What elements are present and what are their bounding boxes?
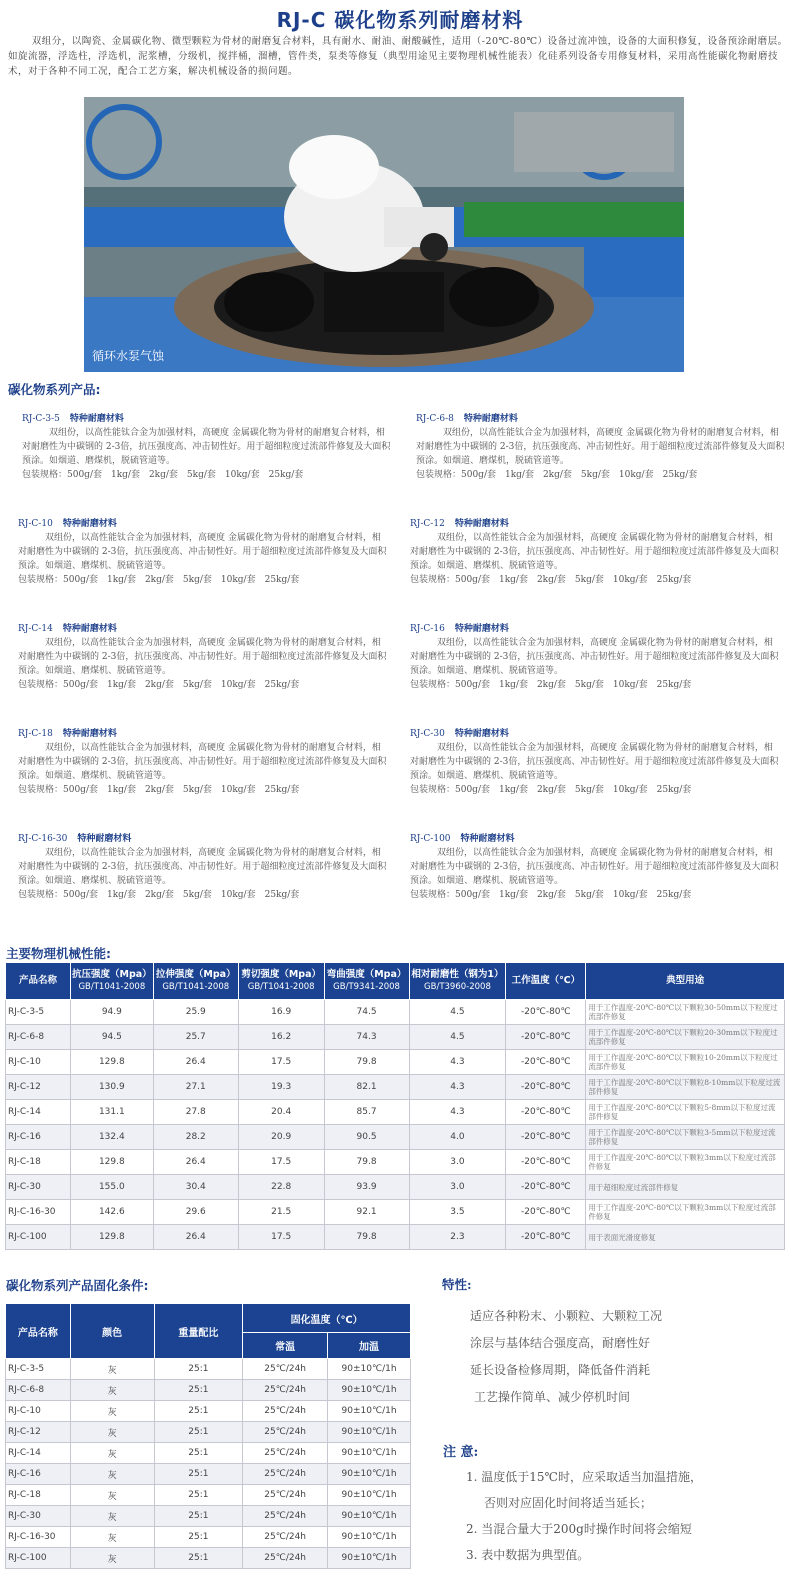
note-item: 否则对应固化时间将适当延长； [484, 1496, 653, 1510]
table-row [6, 1175, 785, 1200]
table-header: 工作温度（℃） [506, 963, 586, 1000]
table-header: 剪切强度（Mpa） GB/T1041-2008 [238, 963, 324, 1000]
table-cell: 17.5 [238, 1150, 324, 1175]
table-cell: 26.4 [153, 1050, 238, 1075]
table-cell: 25:1 [154, 1401, 243, 1422]
table-cell: RJ-C-14 [6, 1100, 71, 1125]
table-cell: 74.3 [324, 1025, 409, 1050]
table-cell: 90±10℃/1h [328, 1464, 411, 1485]
product-desc: 双组份，以高性能钛合金为加强材料，高硬度 金属碳化物为骨材的耐磨复合材料，相对耐磨性为中碳钢的 2-3倍，抗压强度高、冲击韧性好。用于超细粒度过流部件修复及大面积预涂。如烟道、磨煤机、脱硫管道等。 [410, 533, 779, 571]
table-header: 产品名称 [6, 963, 71, 1000]
table-row [6, 1000, 785, 1025]
table-cell: 灰 [70, 1548, 154, 1569]
table-cell: 90±10℃/1h [328, 1527, 411, 1548]
table-cell: RJ-C-100 [6, 1548, 71, 1569]
table-cell: 90±10℃/1h [328, 1443, 411, 1464]
table-row [6, 1506, 411, 1527]
product-card [18, 622, 388, 692]
table-cell: 27.8 [153, 1100, 238, 1125]
product-desc: 双组份，以高性能钛合金为加强材料，高硬度 金属碳化物为骨材的耐磨复合材料，相对耐磨性为中碳钢的 2-3倍，抗压强度高、冲击韧性好。用于超细粒度过流部件修复及大面积预涂。如烟道、磨煤机、脱硫管道等。 [18, 743, 387, 781]
table-cell: 4.5 [409, 1000, 506, 1025]
table-cell: 25℃/24h [243, 1527, 328, 1548]
product-pack: 包装规格：500g/套 1kg/套 2kg/套 5kg/套 10kg/套 25kg/套 [410, 890, 692, 900]
table-cell: 25℃/24h [243, 1422, 328, 1443]
product-card [18, 727, 388, 797]
note-item: 1. 温度低于15℃时，应采取适当加温措施， [466, 1470, 702, 1484]
table-cell: 4.5 [409, 1025, 506, 1050]
table-cell: 142.6 [70, 1200, 153, 1225]
table-cell: 用于工作温度-20℃-80℃以下颗粒8-10mm以下粒度过流部件修复 [586, 1075, 785, 1100]
table-cell: 129.8 [70, 1150, 153, 1175]
product-code: RJ-C-10 [18, 519, 53, 529]
table-cell: 131.1 [70, 1100, 153, 1125]
product-code: RJ-C-30 [410, 729, 445, 739]
table-cell: 25:1 [154, 1548, 243, 1569]
table-row [6, 1025, 785, 1050]
table-cell: 25:1 [154, 1485, 243, 1506]
table-cell: 25:1 [154, 1506, 243, 1527]
table-cell: 79.8 [324, 1225, 409, 1250]
product-name: 特种耐磨材料 [77, 834, 132, 844]
table-cell: 79.8 [324, 1050, 409, 1075]
table-header: 颜色 [70, 1304, 154, 1359]
table-cell: 25:1 [154, 1527, 243, 1548]
table-cell: 130.9 [70, 1075, 153, 1100]
table-cell: 16.9 [238, 1000, 324, 1025]
table-cell: 90±10℃/1h [328, 1506, 411, 1527]
product-name: 特种耐磨材料 [454, 519, 509, 529]
note-item: 2. 当混合量大于200g时操作时间将会缩短 [466, 1522, 692, 1536]
table-cell: 2.3 [409, 1225, 506, 1250]
table-cell: -20℃-80℃ [506, 1075, 586, 1100]
table-cell: 灰 [70, 1464, 154, 1485]
product-name: 特种耐磨材料 [62, 624, 117, 634]
table-cell: 25℃/24h [243, 1359, 328, 1380]
product-code: RJ-C-3-5 [22, 414, 60, 424]
table-cell: RJ-C-3-5 [6, 1359, 71, 1380]
table-cell: 25℃/24h [243, 1401, 328, 1422]
table-cell: RJ-C-30 [6, 1506, 71, 1527]
table-cell: 28.2 [153, 1125, 238, 1150]
cure-heading: 碳化物系列产品固化条件: [6, 1278, 149, 1293]
product-code: RJ-C-100 [410, 834, 451, 844]
product-name: 特种耐磨材料 [62, 519, 117, 529]
product-code: RJ-C-6-8 [416, 414, 454, 424]
mech-heading: 主要物理机械性能: [6, 946, 111, 961]
table-cell: 17.5 [238, 1050, 324, 1075]
table-cell: 25.9 [153, 1000, 238, 1025]
table-cell: 29.6 [153, 1200, 238, 1225]
product-code: RJ-C-16-30 [18, 834, 68, 844]
table-cell: RJ-C-30 [6, 1175, 71, 1200]
table-cell: 灰 [70, 1401, 154, 1422]
table-row [6, 1050, 785, 1075]
table-row [6, 1200, 785, 1225]
table-header: 固化温度（℃） [243, 1304, 411, 1333]
table-cell: 26.4 [153, 1150, 238, 1175]
table-header-row [6, 1304, 411, 1333]
table-cell: 17.5 [238, 1225, 324, 1250]
table-cell: 90±10℃/1h [328, 1485, 411, 1506]
product-pack: 包装规格：500g/套 1kg/套 2kg/套 5kg/套 10kg/套 25kg/套 [22, 470, 304, 480]
table-row [6, 1100, 785, 1125]
table-cell: 25:1 [154, 1443, 243, 1464]
table-cell: 26.4 [153, 1225, 238, 1250]
table-header: 典型用途 [586, 963, 785, 1000]
table-cell: 30.4 [153, 1175, 238, 1200]
feature-item: 适应各种粉末、小颗粒、大颗粒工况 [470, 1309, 663, 1323]
product-card [18, 517, 388, 587]
product-card [410, 622, 780, 692]
table-row [6, 1485, 411, 1506]
table-row [6, 1443, 411, 1464]
product-pack: 包装规格：500g/套 1kg/套 2kg/套 5kg/套 10kg/套 25kg/套 [18, 680, 300, 690]
product-code: RJ-C-16 [410, 624, 445, 634]
table-cell: RJ-C-100 [6, 1225, 71, 1250]
table-cell: 90±10℃/1h [328, 1548, 411, 1569]
table-cell: RJ-C-18 [6, 1150, 71, 1175]
table-cell: -20℃-80℃ [506, 1125, 586, 1150]
product-pack: 包装规格：500g/套 1kg/套 2kg/套 5kg/套 10kg/套 25kg/套 [18, 785, 300, 795]
table-cell: 25℃/24h [243, 1506, 328, 1527]
table-cell: 90.5 [324, 1125, 409, 1150]
table-cell: 25:1 [154, 1422, 243, 1443]
table-cell: 25:1 [154, 1464, 243, 1485]
table-cell: RJ-C-18 [6, 1485, 71, 1506]
product-code: RJ-C-18 [18, 729, 53, 739]
product-desc: 双组份，以高性能钛合金为加强材料，高硬度 金属碳化物为骨材的耐磨复合材料，相对耐磨性为中碳钢的 2-3倍，抗压强度高、冲击韧性好。用于超细粒度过流部件修复及大面积预涂。如烟道、磨煤机、脱硫管道等。 [410, 743, 779, 781]
product-name: 特种耐磨材料 [69, 414, 124, 424]
table-cell: 155.0 [70, 1175, 153, 1200]
product-pack: 包装规格：500g/套 1kg/套 2kg/套 5kg/套 10kg/套 25kg/套 [410, 575, 692, 585]
table-cell: 用于工作温度-20℃-80℃以下颗粒5-8mm以下粒度过流部件修复 [586, 1100, 785, 1125]
table-cell: -20℃-80℃ [506, 1175, 586, 1200]
product-pack: 包装规格：500g/套 1kg/套 2kg/套 5kg/套 10kg/套 25kg/套 [18, 890, 300, 900]
table-cell: RJ-C-6-8 [6, 1380, 71, 1401]
table-cell: RJ-C-16 [6, 1464, 71, 1485]
product-pack: 包装规格：500g/套 1kg/套 2kg/套 5kg/套 10kg/套 25kg/套 [18, 575, 300, 585]
table-cell: 129.8 [70, 1225, 153, 1250]
table-cell: 4.0 [409, 1125, 506, 1150]
table-cell: 用于超细粒度过流部件修复 [586, 1175, 785, 1200]
product-desc: 双组份，以高性能钛合金为加强材料，高硬度 金属碳化物为骨材的耐磨复合材料，相对耐磨性为中碳钢的 2-3倍，抗压强度高、冲击韧性好。用于超细粒度过流部件修复及大面积预涂。如烟道、磨煤机、脱硫管道等。 [410, 848, 779, 886]
table-cell: 16.2 [238, 1025, 324, 1050]
product-name: 特种耐磨材料 [463, 414, 518, 424]
product-desc: 双组份，以高性能钛合金为加强材料，高硬度 金属碳化物为骨材的耐磨复合材料，相对耐磨性为中碳钢的 2-3倍，抗压强度高、冲击韧性好。用于超细粒度过流部件修复及大面积预涂。如烟道、磨煤机，脱硫管道等。 [22, 428, 391, 466]
product-name: 特种耐磨材料 [62, 729, 117, 739]
table-header-row [6, 963, 785, 1000]
product-name: 特种耐磨材料 [454, 624, 509, 634]
table-cell: RJ-C-10 [6, 1050, 71, 1075]
feature-item: 涂层与基体结合强度高，耐磨性好 [470, 1336, 651, 1350]
product-pack: 包装规格：500g/套 1kg/套 2kg/套 5kg/套 10kg/套 25kg/套 [410, 785, 692, 795]
table-cell: 25℃/24h [243, 1485, 328, 1506]
table-cell: 25℃/24h [243, 1443, 328, 1464]
table-cell: 4.3 [409, 1050, 506, 1075]
table-header: 弯曲强度（Mpa） GB/T9341-2008 [324, 963, 409, 1000]
table-cell: 用于工作温度-20℃-80℃以下颗粒20-30mm以下粒度过流部件修复 [586, 1025, 785, 1050]
table-row [6, 1527, 411, 1548]
product-desc: 双组份，以高性能钛合金为加强材料，高硬度 金属碳化物为骨材的耐磨复合材料，相对耐磨性为中碳钢的 2-3倍，抗压强度高、冲击韧性好。用于超细粒度过流部件修复及大面积预涂。如烟道、磨煤机、脱硫管道等。 [18, 638, 387, 676]
product-desc: 双组份，以高性能钛合金为加强材料，高硬度 金属碳化物为骨材的耐磨复合材料，相对耐磨性为中碳钢的 2-3倍，抗压强度高、冲击韧性好。用于超细粒度过流部件修复及大面积预涂。如烟道、磨煤机、脱硫管道等。 [18, 533, 387, 571]
table-row [6, 1225, 785, 1250]
repair-photo [84, 97, 684, 372]
table-cell: 用于工作温度-20℃-80℃以下颗粒30-50mm以下粒度过流部件修复 [586, 1000, 785, 1025]
table-cell: 132.4 [70, 1125, 153, 1150]
table-row [6, 1401, 411, 1422]
table-cell: 用于工作温度-20℃-80℃以下颗粒10-20mm以下粒度过流部件修复 [586, 1050, 785, 1075]
product-desc: 双组份，以高性能钛合金为加强材料，高硬度 金属碳化物为骨材的耐磨复合材料，相对耐磨性为中碳钢的 2-3倍，抗压强度高、冲击韧性好。用于超细粒度过流部件修复及大面积预涂。如烟道、磨煤机，脱硫管道等。 [416, 428, 785, 466]
feature-item: 工艺操作简单、减少停机时间 [474, 1390, 631, 1404]
table-cell: 灰 [70, 1359, 154, 1380]
products-heading: 碳化物系列产品: [8, 382, 101, 397]
table-cell: 20.9 [238, 1125, 324, 1150]
table-cell: 3.0 [409, 1175, 506, 1200]
table-cell: 90±10℃/1h [328, 1380, 411, 1401]
table-cell: 25℃/24h [243, 1548, 328, 1569]
table-cell: 25.7 [153, 1025, 238, 1050]
product-name: 特种耐磨材料 [454, 729, 509, 739]
notes-heading: 注 意: [443, 1445, 479, 1460]
table-cell: 93.9 [324, 1175, 409, 1200]
table-cell: -20℃-80℃ [506, 1050, 586, 1075]
table-cell: 灰 [70, 1485, 154, 1506]
table-header: 拉伸强度（Mpa） GB/T1041-2008 [153, 963, 238, 1000]
table-cell: 25℃/24h [243, 1380, 328, 1401]
table-cell: 25:1 [154, 1359, 243, 1380]
table-cell: 用于工作温度-20℃-80℃以下颗粒3-5mm以下粒度过流部件修复 [586, 1125, 785, 1150]
mech-properties-table [5, 962, 785, 1250]
table-header: 产品名称 [6, 1304, 71, 1359]
table-cell: 21.5 [238, 1200, 324, 1225]
table-cell: 3.5 [409, 1200, 506, 1225]
product-card [416, 412, 786, 482]
table-cell: 90±10℃/1h [328, 1422, 411, 1443]
table-cell: 90±10℃/1h [328, 1401, 411, 1422]
table-cell: -20℃-80℃ [506, 1150, 586, 1175]
table-cell: 25:1 [154, 1380, 243, 1401]
table-cell: 85.7 [324, 1100, 409, 1125]
table-cell: 4.3 [409, 1100, 506, 1125]
table-cell: RJ-C-12 [6, 1422, 71, 1443]
product-desc: 双组份，以高性能钛合金为加强材料，高硬度 金属碳化物为骨材的耐磨复合材料，相对耐磨性为中碳钢的 2-3倍，抗压强度高、冲击韧性好。用于超细粒度过流部件修复及大面积预涂。如烟道、磨煤机、脱硫管道等。 [410, 638, 779, 676]
table-cell: 27.1 [153, 1075, 238, 1100]
table-cell: -20℃-80℃ [506, 1100, 586, 1125]
table-header: 重量配比 [154, 1304, 243, 1359]
product-pack: 包装规格：500g/套 1kg/套 2kg/套 5kg/套 10kg/套 25kg/套 [410, 680, 692, 690]
table-cell: 用于工作温度-20℃-80℃以下颗粒3mm以下粒度过流部件修复 [586, 1150, 785, 1175]
features-heading: 特性: [442, 1277, 472, 1292]
intro-paragraph: 双组分，以陶瓷、金属碳化物、微型颗粒为骨材的耐磨复合材料，具有耐水、耐油、耐酸碱性，适用（-20℃-80℃）设备过流冲蚀，设备的大面积修复，设备预涂耐磨层。如旋流器，浮选柱，浮选机，泥浆槽，分级机，搅拌桶，溜槽，管件类，泵类等修复（典型用途见主要物理机械性能表）化硅系列设备专用修复材料，采用高性能碳化物耐磨技术，对于各种不同工况，配合工艺方案，解决机械设备的损问题。 [8, 36, 788, 77]
product-card [22, 412, 392, 482]
table-row [6, 1548, 411, 1569]
table-cell: 94.9 [70, 1000, 153, 1025]
table-cell: RJ-C-14 [6, 1443, 71, 1464]
table-cell: RJ-C-3-5 [6, 1000, 71, 1025]
table-cell: -20℃-80℃ [506, 1200, 586, 1225]
table-cell: 92.1 [324, 1200, 409, 1225]
table-row [6, 1125, 785, 1150]
table-row [6, 1075, 785, 1100]
table-cell: 20.4 [238, 1100, 324, 1125]
product-code: RJ-C-14 [18, 624, 53, 634]
product-name: 特种耐磨材料 [460, 834, 515, 844]
table-header: 抗压强度（Mpa） GB/T1041-2008 [70, 963, 153, 1000]
product-card [410, 517, 780, 587]
table-cell: RJ-C-16-30 [6, 1200, 71, 1225]
table-cell: 25℃/24h [243, 1464, 328, 1485]
table-row [6, 1422, 411, 1443]
table-cell: RJ-C-16 [6, 1125, 71, 1150]
table-row [6, 1359, 411, 1380]
table-cell: 19.3 [238, 1075, 324, 1100]
table-cell: 129.8 [70, 1050, 153, 1075]
table-cell: 灰 [70, 1443, 154, 1464]
table-cell: 灰 [70, 1422, 154, 1443]
table-row [6, 1464, 411, 1485]
table-row [6, 1380, 411, 1401]
photo-caption: 循环水泵气蚀 [92, 349, 165, 363]
table-cell: -20℃-80℃ [506, 1025, 586, 1050]
table-header: 常温 [243, 1333, 328, 1359]
table-cell: 74.5 [324, 1000, 409, 1025]
table-cell: 灰 [70, 1380, 154, 1401]
table-cell: -20℃-80℃ [506, 1225, 586, 1250]
feature-item: 延长设备检修周期，降低备件消耗 [470, 1363, 651, 1377]
table-cell: RJ-C-10 [6, 1401, 71, 1422]
table-cell: 用于工作温度-20℃-80℃以下颗粒3mm以下粒度过流部件修复 [586, 1200, 785, 1225]
table-cell: 灰 [70, 1527, 154, 1548]
table-cell: 94.5 [70, 1025, 153, 1050]
table-cell: RJ-C-16-30 [6, 1527, 71, 1548]
table-cell: 22.8 [238, 1175, 324, 1200]
product-desc: 双组份，以高性能钛合金为加强材料，高硬度 金属碳化物为骨材的耐磨复合材料，相对耐磨性为中碳钢的 2-3倍，抗压强度高、冲击韧性好。用于超细粒度过流部件修复及大面积预涂。如烟道、磨煤机、脱硫管道等。 [18, 848, 387, 886]
table-header: 加温 [328, 1333, 411, 1359]
table-cell: -20℃-80℃ [506, 1000, 586, 1025]
table-cell: RJ-C-6-8 [6, 1025, 71, 1050]
table-row [6, 1150, 785, 1175]
table-header: 相对耐磨性（钢为1） GB/T3960-2008 [409, 963, 506, 1000]
table-cell: 灰 [70, 1506, 154, 1527]
pump-repair-illustration [84, 97, 684, 372]
table-cell: 4.3 [409, 1075, 506, 1100]
table-cell: 用于表面光滑度修复 [586, 1225, 785, 1250]
table-cell: RJ-C-12 [6, 1075, 71, 1100]
table-cell: 82.1 [324, 1075, 409, 1100]
product-pack: 包装规格：500g/套 1kg/套 2kg/套 5kg/套 10kg/套 25kg/套 [416, 470, 698, 480]
product-card [410, 832, 780, 902]
product-code: RJ-C-12 [410, 519, 445, 529]
product-card [410, 727, 780, 797]
page-title: RJ-C 碳化物系列耐磨材料 [276, 8, 524, 32]
product-card [18, 832, 388, 902]
table-cell: 3.0 [409, 1150, 506, 1175]
table-cell: 90±10℃/1h [328, 1359, 411, 1380]
curing-conditions-table [5, 1303, 411, 1569]
table-cell: 79.8 [324, 1150, 409, 1175]
note-item: 3. 表中数据为典型值。 [466, 1548, 590, 1562]
